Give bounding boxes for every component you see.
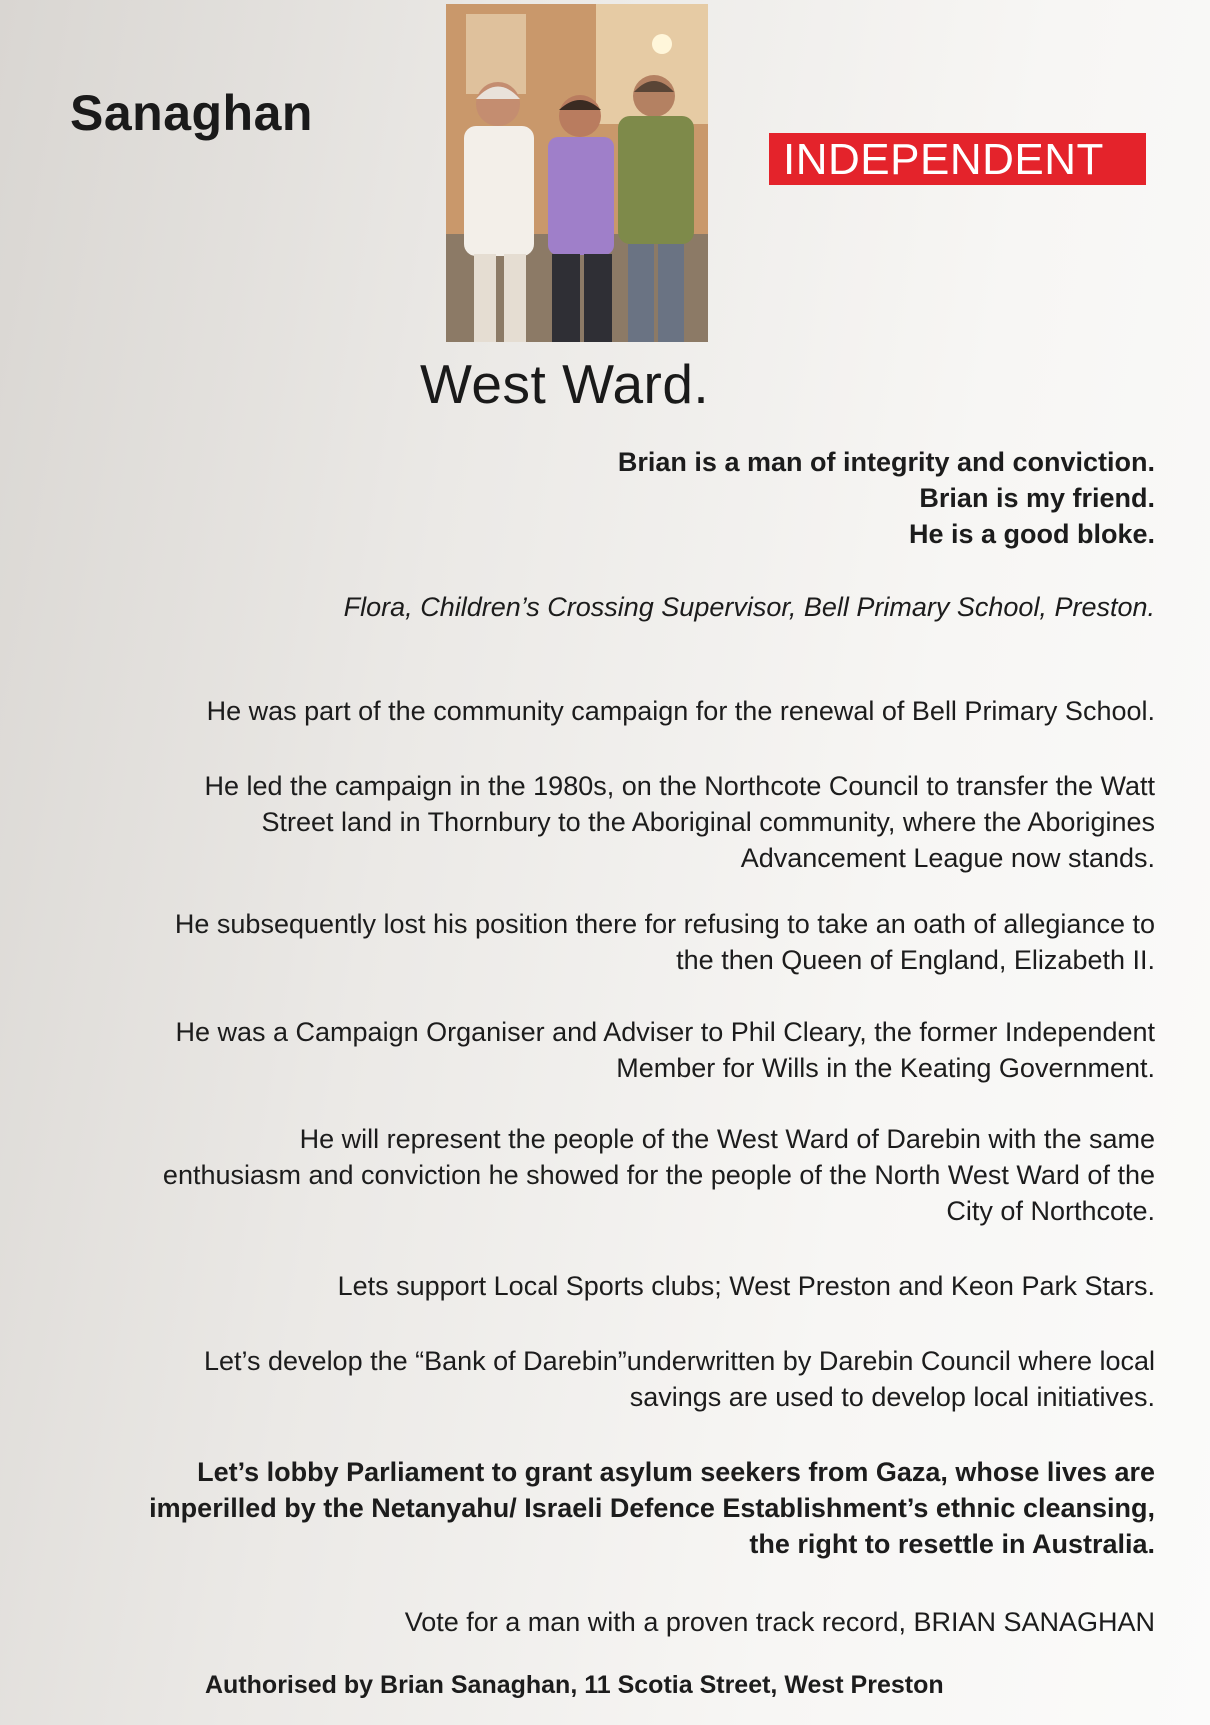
body-line: Street land in Thornbury to the Aboriginal community, where the Aborigines bbox=[261, 807, 1155, 837]
quote-line: He is a good bloke. bbox=[908, 519, 1155, 549]
authorisation-statement: Authorised by Brian Sanaghan, 11 Scotia Street, West Preston bbox=[205, 1671, 944, 1699]
body-line: savings are used to develop local initiatives. bbox=[629, 1382, 1155, 1412]
body-line: enthusiasm and conviction he showed for the people of the North West Ward of the bbox=[162, 1160, 1155, 1190]
body-line: He subsequently lost his position there for refusing to take an oath of allegiance to bbox=[174, 909, 1155, 939]
body-line: Lets support Local Sports clubs; West Preston and Keon Park Stars. bbox=[337, 1271, 1155, 1301]
independent-badge: INDEPENDENT bbox=[769, 133, 1146, 185]
paragraph-phil-cleary bbox=[175, 1014, 1155, 1086]
paragraph-bank-of-darebin bbox=[204, 1343, 1155, 1415]
body-line: Member for Wills in the Keating Government. bbox=[616, 1053, 1155, 1083]
body-line: the right to resettle in Australia. bbox=[749, 1529, 1155, 1559]
body-line: Advancement League now stands. bbox=[740, 843, 1155, 873]
body-line: imperilled by the Netanyahu/ Israeli Defence Establishment’s ethnic cleansing, bbox=[149, 1493, 1155, 1523]
paragraph-bell-school bbox=[207, 693, 1155, 729]
group-photo-illustration bbox=[446, 4, 708, 342]
body-line: City of Northcote. bbox=[946, 1196, 1155, 1226]
paragraph-oath bbox=[175, 906, 1155, 978]
body-line: Let’s lobby Parliament to grant asylum seekers from Gaza, whose lives are bbox=[197, 1457, 1155, 1487]
paragraph-represent bbox=[163, 1121, 1155, 1229]
body-line: He was a Campaign Organiser and Adviser to Phil Cleary, the former Independent bbox=[175, 1017, 1155, 1047]
body-line: Let’s develop the “Bank of Darebin”underwritten by Darebin Council where local bbox=[203, 1346, 1155, 1376]
candidate-photo bbox=[446, 4, 708, 342]
quote-line: Brian is my friend. bbox=[919, 483, 1155, 513]
body-line: He was part of the community campaign for the renewal of Bell Primary School. bbox=[206, 696, 1155, 726]
ward-title: West Ward. bbox=[420, 353, 710, 415]
testimonial-attribution: Flora, Children’s Crossing Supervisor, Bell Primary School, Preston. bbox=[343, 592, 1155, 622]
body-line: He will represent the people of the West Ward of Darebin with the same bbox=[299, 1124, 1155, 1154]
testimonial-quote bbox=[618, 444, 1155, 552]
body-line: the then Queen of England, Elizabeth II. bbox=[676, 945, 1155, 975]
paragraph-asylum-seekers bbox=[149, 1454, 1155, 1562]
body-line: He led the campaign in the 1980s, on the Northcote Council to transfer the Watt bbox=[204, 771, 1155, 801]
paragraph-watt-street bbox=[204, 768, 1155, 876]
paragraph-vote bbox=[405, 1604, 1155, 1640]
candidate-surname: Sanaghan bbox=[70, 85, 313, 141]
quote-line: Brian is a man of integrity and conviction. bbox=[617, 447, 1155, 477]
body-line: Vote for a man with a proven track record, BRIAN SANAGHAN bbox=[404, 1607, 1155, 1637]
paragraph-sports-clubs bbox=[338, 1268, 1155, 1304]
